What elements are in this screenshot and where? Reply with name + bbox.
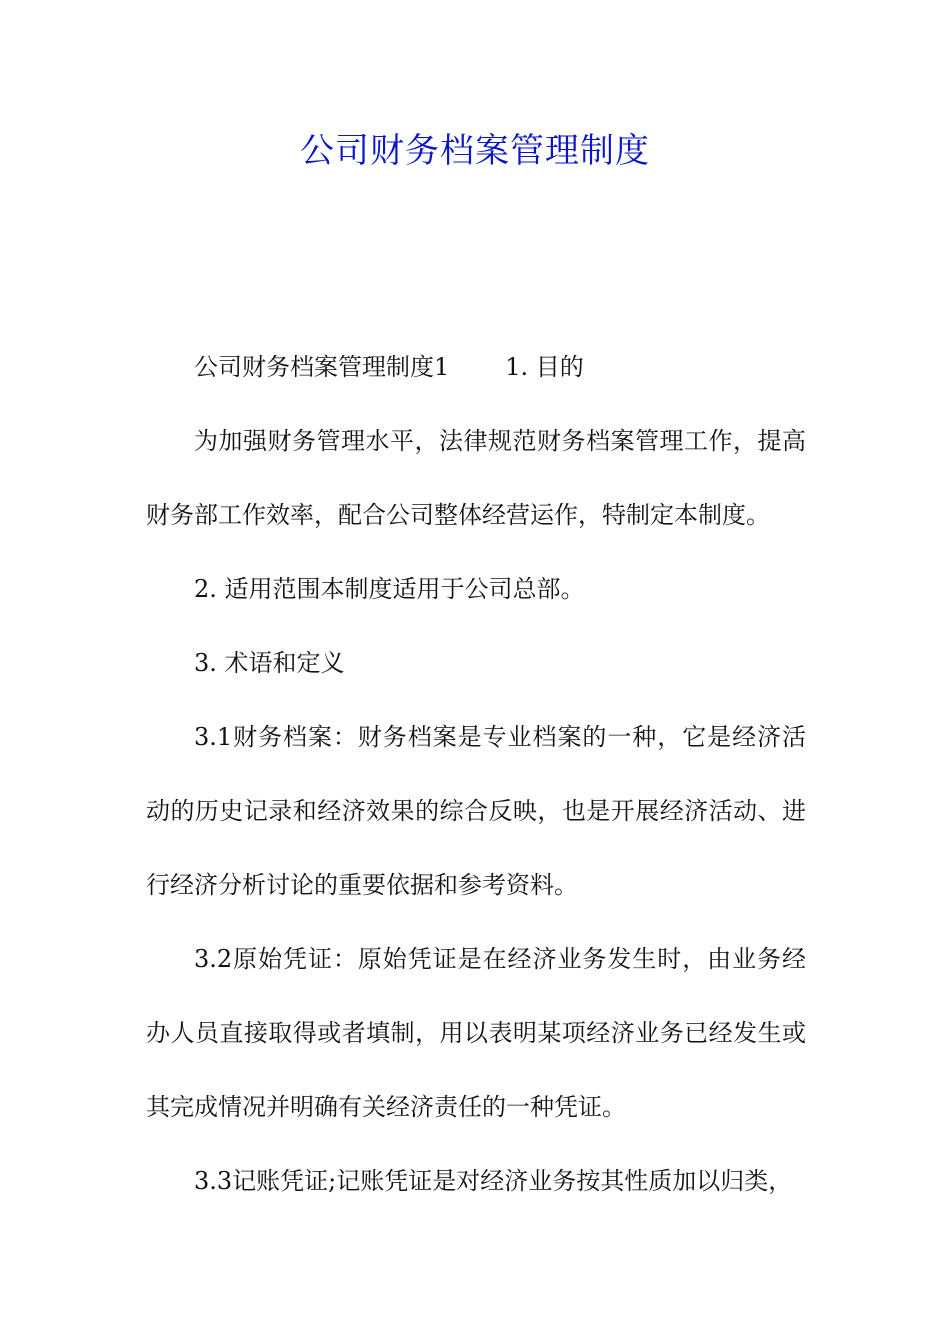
document-title: 公司财务档案管理制度 [300,131,650,171]
paragraph-purpose: 为加强财务管理水平，法律规范财务档案管理工作，提高财务部工作效率，配合公司整体经营运作，特制定本制度。 [146,427,806,529]
heading-line-left: 公司财务档案管理制度1 [194,353,450,381]
paragraph-original-voucher: 3.2原始凭证：原始凭证是在经济业务发生时，由业务经办人员直接取得或者填制，用以表明某项经济业务已经发生或其完成情况并明确有关经济责任的一种凭证。 [146,945,806,1121]
document-body [146,330,806,1218]
paragraph-scope: 2. 适用范围本制度适用于公司总部。 [194,575,585,603]
heading-line-right: 1. 目的 [505,353,584,381]
paragraph-accounting-voucher: 3.3记账凭证;记账凭证是对经济业务按其性质加以归类， [194,1167,793,1195]
paragraph-financial-archive: 3.1财务档案：财务档案是专业档案的一种，它是经济活动的历史记录和经济效果的综合反映，也是开展经济活动、进行经济分析讨论的重要依据和参考资料。 [146,723,806,899]
paragraph-terms-heading: 3. 术语和定义 [194,649,345,677]
heading-line [146,330,806,404]
